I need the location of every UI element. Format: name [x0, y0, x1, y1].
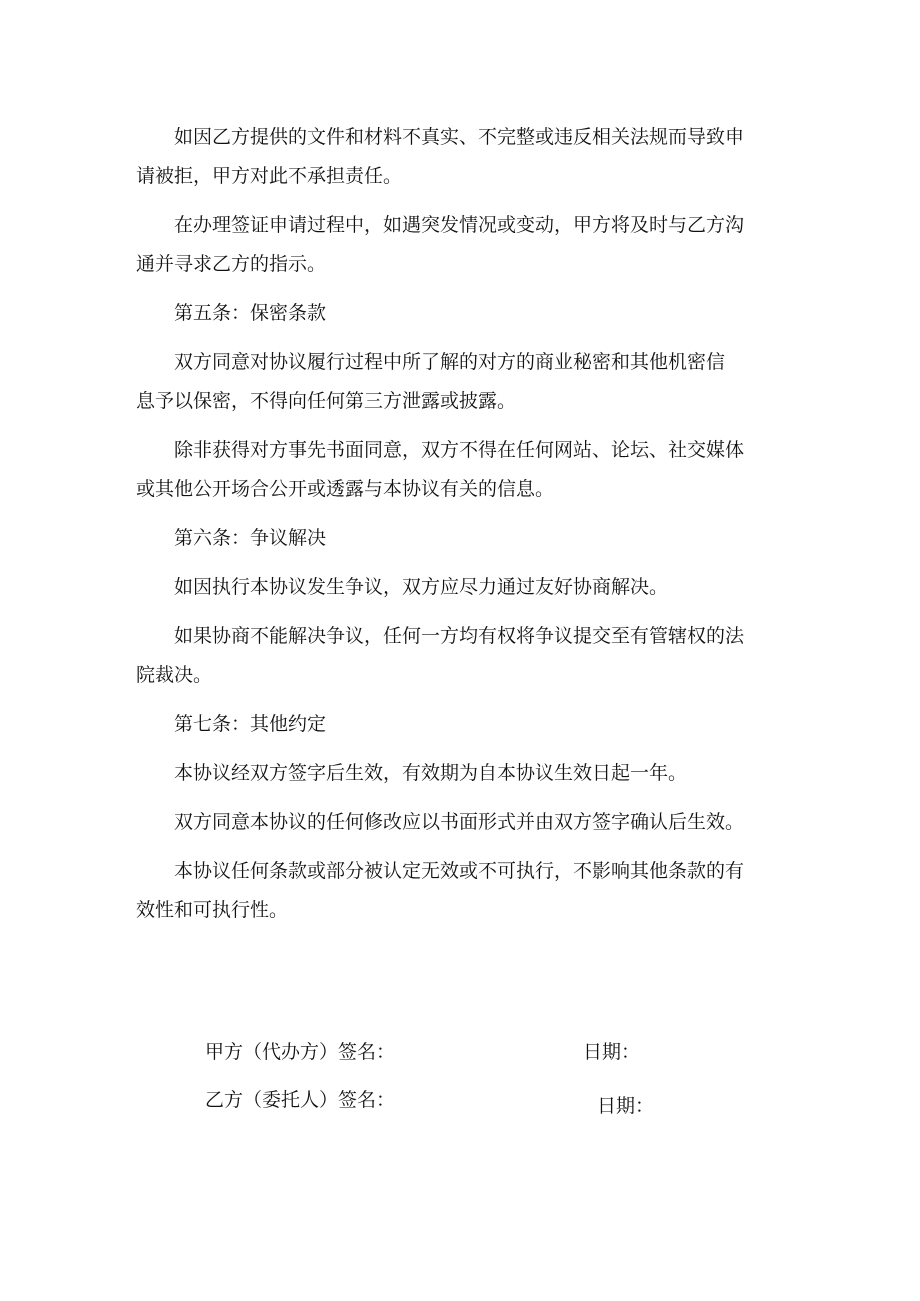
party-a-signature-label: 甲方（代办方）签名： — [205, 1041, 396, 1063]
party-b-signature-label: 乙方（委托人）签名： — [205, 1089, 396, 1111]
text-line: 双方同意本协议的任何修改应以书面形式并由双方签字确认后生效。 — [174, 811, 745, 833]
text-line: 第七条：其他约定 — [174, 713, 327, 735]
text-line: 本协议经双方签字后生效，有效期为自本协议生效日起一年。 — [174, 762, 688, 784]
text-line: 通并寻求乙方的指示。 — [136, 253, 327, 275]
heading-article-7 — [136, 705, 796, 744]
text-line: 除非获得对方事先书面同意，双方不得在任何网站、论坛、社交媒体 — [174, 439, 745, 461]
text-line: 第六条：争议解决 — [174, 527, 327, 549]
text-line: 如因执行本协议发生争议，双方应尽力通过友好协商解决。 — [174, 576, 669, 598]
text-line: 本协议任何条款或部分被认定无效或不可执行，不影响其他条款的有 — [174, 860, 745, 882]
party-a-date-label: 日期： — [583, 1041, 641, 1063]
agreement-body — [136, 118, 796, 940]
paragraph-confidentiality — [136, 343, 796, 421]
paragraph-severability — [136, 852, 796, 930]
party-b-date-label: 日期： — [597, 1095, 655, 1117]
text-line: 院裁决。 — [136, 664, 213, 686]
text-line: 如果协商不能解决争议，任何一方均有权将争议提交至有管辖权的法 — [174, 625, 745, 647]
text-line: 在办理签证申请过程中，如遇突发情况或变动，甲方将及时与乙方沟 — [174, 214, 745, 236]
paragraph-effective-term — [136, 754, 796, 793]
text-line: 效性和可执行性。 — [136, 899, 289, 921]
paragraph-negotiation — [136, 568, 796, 607]
heading-article-6 — [136, 519, 796, 558]
paragraph-court-ruling — [136, 617, 796, 695]
text-line: 双方同意对协议履行过程中所了解的对方的商业秘密和其他机密信 — [174, 351, 726, 373]
text-line: 息予以保密，不得向任何第三方泄露或披露。 — [136, 390, 517, 412]
paragraph-emergency-communication — [136, 206, 796, 284]
paragraph-amendments — [136, 803, 796, 842]
text-line: 如因乙方提供的文件和材料不真实、不完整或违反相关法规而导致申 — [174, 126, 745, 148]
heading-article-5 — [136, 294, 796, 333]
paragraph-rejection-liability — [136, 118, 796, 196]
text-line: 第五条：保密条款 — [174, 302, 327, 324]
text-line: 请被拒，甲方对此不承担责任。 — [136, 165, 403, 187]
text-line: 或其他公开场合公开或透露与本协议有关的信息。 — [136, 478, 555, 500]
paragraph-no-disclosure — [136, 431, 796, 509]
